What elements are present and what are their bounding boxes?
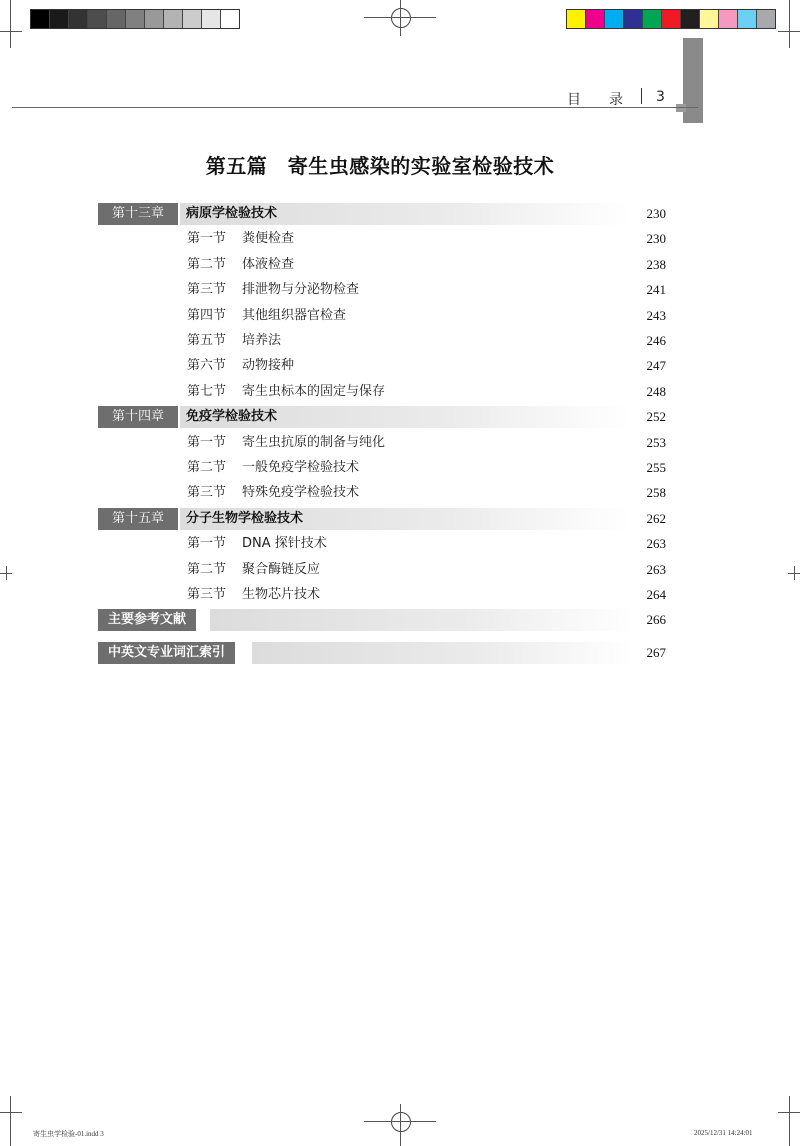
section-page: 263 (646, 561, 666, 577)
running-head-label-2: 录 (609, 92, 623, 108)
section-label: 第六节 (187, 358, 227, 374)
chapter-label: 第十三章 (98, 203, 178, 225)
section-row (98, 330, 666, 352)
header-rule (12, 107, 698, 108)
section-page: 243 (646, 307, 666, 323)
color-patch (662, 10, 681, 28)
crop-mark (10, 0, 11, 48)
greyscale-patch (164, 10, 183, 28)
section-label: 第一节 (187, 231, 227, 247)
color-patch (567, 10, 586, 28)
section-label: 第二节 (187, 460, 227, 475)
chapter-page: 262 (646, 510, 666, 526)
greyscale-patch (202, 10, 221, 28)
section-label: 第一节 (187, 536, 227, 552)
crop-mark (400, 0, 401, 36)
section-title: 特殊免疫学检验技术 (242, 485, 360, 501)
greyscale-calibration-bar (30, 9, 240, 29)
section-label: 第二节 (187, 256, 227, 272)
chapter-label: 第十五章 (98, 508, 178, 530)
color-patch (586, 10, 605, 28)
references-title: 主要参考文献 (98, 609, 196, 631)
registration-mark-top (391, 8, 411, 28)
color-patch (605, 10, 624, 28)
crop-mark (778, 31, 800, 32)
color-patch (681, 10, 700, 28)
color-patch (700, 10, 719, 28)
crop-mark (10, 1096, 11, 1146)
section-page: 255 (646, 460, 666, 475)
chapter-row (98, 203, 666, 225)
section-row (98, 584, 666, 606)
color-patch (738, 10, 757, 28)
section-page: 241 (646, 282, 666, 298)
color-calibration-bar (566, 9, 776, 29)
section-row (98, 355, 666, 377)
section-label: 第二节 (187, 561, 227, 577)
section-page: 238 (646, 256, 666, 272)
footer-filename: 寄生虫学检验-01.indd 3 (33, 1130, 104, 1138)
greyscale-patch (69, 10, 88, 28)
section-label: 第三节 (187, 485, 227, 501)
section-title: 生物芯片技术 (242, 587, 321, 602)
section-row (98, 457, 666, 479)
section-label: 第四节 (187, 307, 227, 323)
section-row (98, 482, 666, 504)
section-title: 体液检查 (242, 256, 295, 272)
crop-mark (364, 17, 436, 18)
running-head-label-1: 目 (567, 92, 581, 108)
section-label: 第五节 (187, 333, 227, 348)
section-title: 寄生虫标本的固定与保存 (242, 383, 386, 399)
section-title: 寄生虫抗原的制备与纯化 (242, 434, 386, 450)
chapter-page: 230 (646, 206, 666, 221)
section-title: 动物接种 (242, 358, 295, 374)
section-title: 排泄物与分泌物检查 (242, 282, 360, 298)
header-separator (641, 88, 642, 104)
section-page: 247 (646, 358, 666, 374)
section-title: 粪便检查 (242, 231, 295, 247)
section-label: 第一节 (187, 434, 227, 450)
color-patch (624, 10, 643, 28)
section-row (98, 254, 666, 276)
chapter-label: 第十四章 (98, 406, 178, 428)
section-label: 第三节 (187, 282, 227, 298)
greyscale-patch (126, 10, 145, 28)
section-row (98, 559, 666, 581)
section-label: 第三节 (187, 587, 227, 602)
index-page: 267 (646, 645, 666, 660)
references-band (210, 609, 632, 631)
section-title: 其他组织器官检查 (242, 307, 347, 323)
section-page: 253 (646, 434, 666, 450)
section-title: 培养法 (242, 333, 282, 348)
footer-timestamp: 2025/12/31 14:24:01 (694, 1129, 753, 1137)
section-row (98, 533, 666, 555)
chapter-title: 分子生物学检验技术 (186, 510, 304, 526)
section-page: 248 (646, 383, 666, 399)
color-patch (719, 10, 738, 28)
crop-mark (0, 31, 22, 32)
color-patch (643, 10, 662, 28)
index-band (252, 642, 632, 664)
section-title: 聚合酶链反应 (242, 561, 321, 577)
greyscale-patch (183, 10, 202, 28)
greyscale-patch (145, 10, 164, 28)
page-number: 3 (656, 89, 665, 105)
section-page: 246 (646, 333, 666, 348)
crop-mark (794, 566, 795, 580)
index-title: 中英文专业词汇索引 (98, 642, 235, 664)
crop-mark (789, 0, 790, 48)
crop-mark (778, 1112, 800, 1113)
chapter-row (98, 508, 666, 530)
references-page: 266 (646, 612, 666, 627)
crop-mark (364, 1121, 436, 1122)
index-row (98, 642, 666, 664)
chapter-title: 病原学检验技术 (186, 206, 278, 221)
color-patch (757, 10, 775, 28)
greyscale-patch (107, 10, 126, 28)
section-row (98, 432, 666, 454)
section-page: 258 (646, 485, 666, 501)
section-row (98, 305, 666, 327)
thumb-tab (683, 38, 703, 123)
section-page: 230 (646, 231, 666, 247)
section-page: 264 (646, 587, 666, 602)
crop-mark (6, 566, 7, 580)
chapter-row (98, 406, 666, 428)
crop-mark (789, 1096, 790, 1146)
section-title: DNA 探针技术 (242, 536, 327, 552)
chapter-title: 免疫学检验技术 (186, 409, 278, 425)
section-row (98, 228, 666, 250)
section-title: 一般免疫学检验技术 (242, 460, 360, 475)
greyscale-patch (221, 10, 239, 28)
section-row (98, 381, 666, 403)
registration-mark-bottom (391, 1112, 411, 1132)
greyscale-patch (50, 10, 69, 28)
references-row (98, 609, 666, 631)
section-page: 263 (646, 536, 666, 552)
part-title: 第五篇 寄生虫感染的实验室检验技术 (205, 154, 555, 178)
crop-mark (400, 1104, 401, 1146)
crop-mark (0, 1112, 22, 1113)
section-row (98, 279, 666, 301)
greyscale-patch (88, 10, 107, 28)
thumb-tab-nub (676, 104, 686, 112)
section-label: 第七节 (187, 383, 227, 399)
greyscale-patch (31, 10, 50, 28)
chapter-page: 252 (646, 409, 666, 425)
